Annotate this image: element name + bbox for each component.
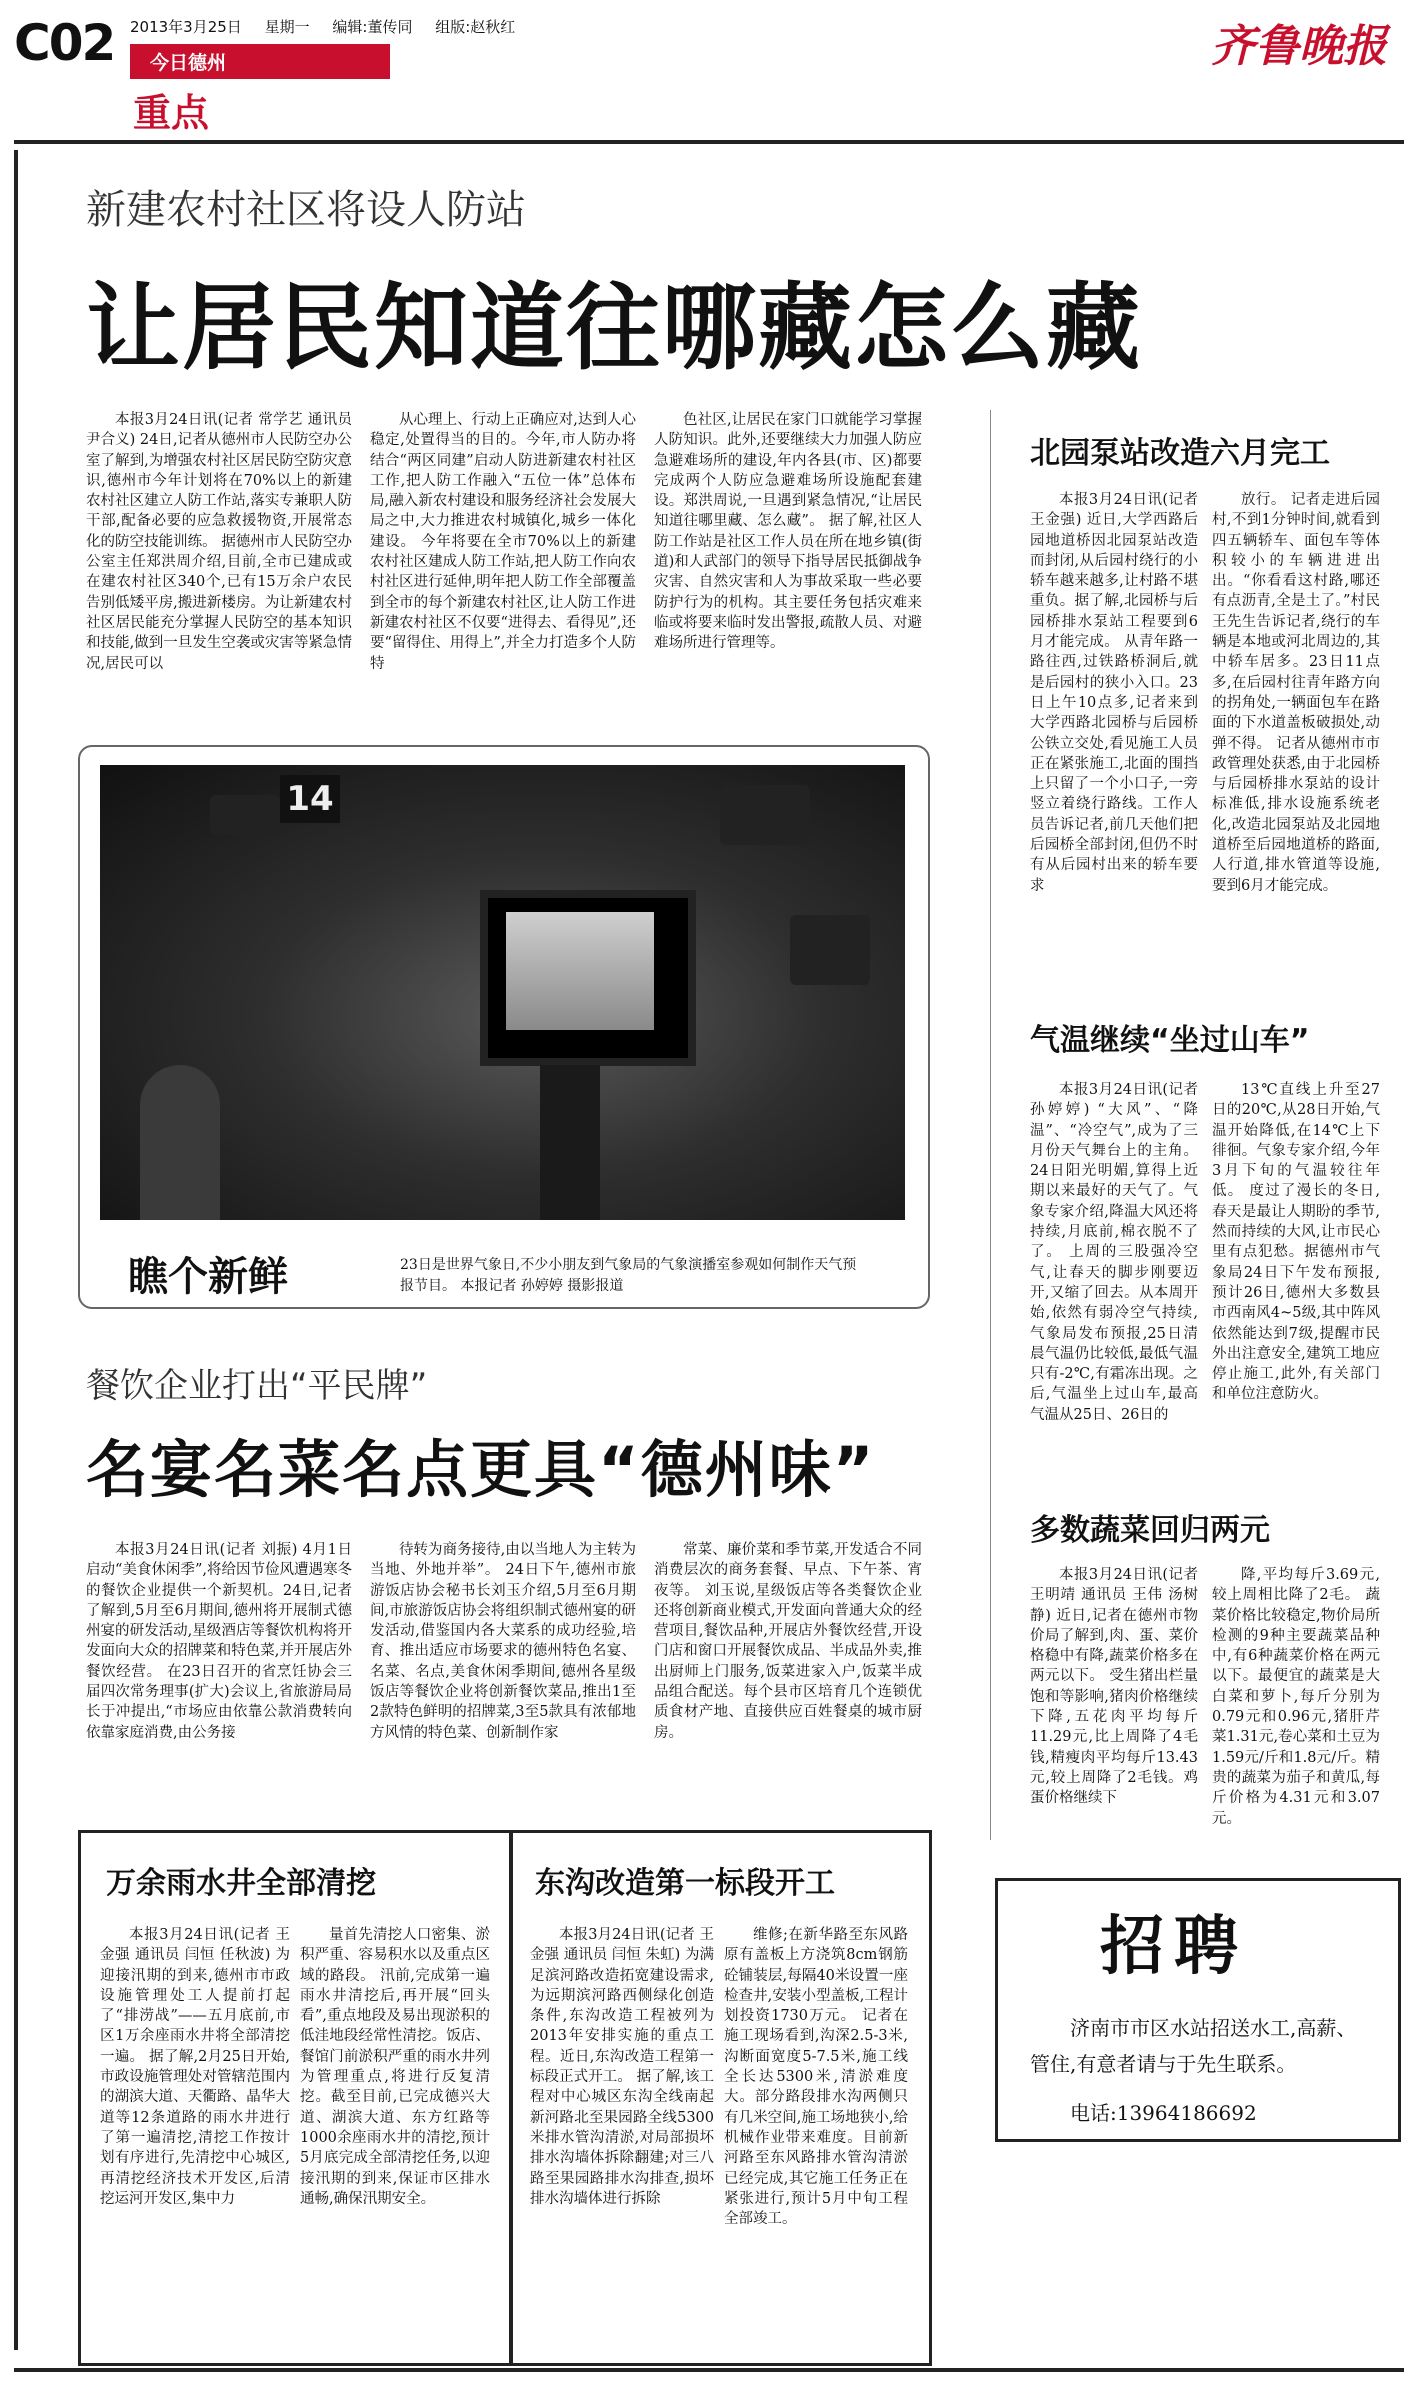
newspaper-logo: 齐鲁晚报 xyxy=(1211,21,1387,72)
column-divider xyxy=(990,410,991,1840)
rainwater-column-2: 量首先清挖人口密集、淤积严重、容易积水以及重点区域的路段。 汛前,完成第一遍雨水井清挖后,再开展“回头看”,重点地段及易出现淤积的低洼地段经常性清挖。饭店、餐馆门前淤积严重的雨水井列为管理重点,将进行反复清挖。截至目前,已完成德兴大道、湖滨大道、东方红路等1000余座雨水井的清挖,预计5月底完成全部清挖任务,以迎接汛期的到来,保证市区排水通畅,确保汛期安全。 xyxy=(300,1927,490,2207)
page-meta xyxy=(130,16,533,37)
lead-column-1: 本报3月24日讯(记者 常学艺 通讯员 尹合义) 24日,记者从德州市人民防空办公室了解到,为增强农村社区居民防空防灾意识,德州市今年计划将在70%以上的新建农村社区建立人防工作站,落实专兼职人防干部,配备必要的应急救援物资,开展常态化的防空技能训练。 据德州市人民防空办公室主任郑洪周介绍,目前,全市已建成或在建农村社区340个,已有15万余户农民告别低矮平房,搬进新楼房。为让新建农村社区居民能充分掌握人民防空的基本知识和技能,做到一旦发生空袭或灾害等紧急情况,居民可以 xyxy=(86,412,352,672)
temperature-column-2: 13℃直线上升至27日的20℃,从28日开始,气温开始降低,在14℃上下徘徊。气象专家介绍,今年3月下旬的气温较往年低。 度过了漫长的冬日,春天是最让人期盼的季节,然而持续的大风,让市民心里有点犯愁。据德州市气象局24日下午发布预报,预计26日,德州大多数县市西南风4~5级,其中阵风依然能达到7级,提醒市民外出注意安全,建筑工地应停止施工,此外,有关部门和单位注意防火。 xyxy=(1212,1082,1380,1403)
monitor-screen xyxy=(506,912,654,1030)
frame-left-rule xyxy=(14,150,18,2350)
studio-light xyxy=(210,795,280,835)
lead-column-2: 从心理上、行动上正确应对,达到人心稳定,处置得当的目的。今年,市人防办将结合“两区同建”启动人防进新建农村社区工作,把人防工作融入“五位一体”总体布局,融入新农村建设和服务经济社会发展大局之中,大力推进农村城镇化,城乡一体化建设。 今年将要在全市70%以上的新建农村社区建成人防工作站,把人防工作向农村社区进行延伸,明年把人防工作全部覆盖到全市的每个新建农村社区,让人防工作进新建农村社区不仅要“进得去、看得见”,还要“留得住、用得上”,并全力打造多个人防特 xyxy=(370,412,636,672)
ad-title: 招聘 xyxy=(1100,1910,1248,1984)
food-column-2: 待转为商务接待,由以当地人为主转为当地、外地并举”。 24日下午,德州市旅游饭店协会秘书长刘玉介绍,5月至6月期间,市旅游饭店协会将组织制式德州宴的研发活动,借鉴国内各大菜系的成功经验,培育、推出适应市场要求的德州特色名宴、名菜、名点,美食休闲季期间,德州各星级饭店等餐饮企业将创新餐饮菜品,推出1至2款特色鲜明的招牌菜,3至5款具有浓郁地方风情的特色菜、创新制作家 xyxy=(370,1542,636,1741)
section-tag: 重点 xyxy=(133,91,210,135)
studio-light xyxy=(720,785,810,845)
rainwater-title: 万余雨水井全部清挖 xyxy=(106,1866,376,1901)
ditch-column-2: 维修;在新华路至东风路原有盖板上方浇筑8cm钢筋砼铺装层,每隔40米设置一座检查井,安装小型盖板,工程计划投资1730万元。 记者在施工现场看到,沟深2.5-3米,沟断面宽度5-7.5米,施工线全长达5300米,清淤难度大。部分路段排水沟两侧只有几米空间,施工场地狭小,给机械作业带来难度。目前新河路至东风路排水管沟清淤已经完成,其它施工任务正在紧张进行,预计5月中旬工程全部竣工。 xyxy=(724,1927,908,2228)
frame-bottom-rule xyxy=(14,2368,1404,2372)
page-date: 2013年3月25日 xyxy=(130,18,242,36)
page-code: C02 xyxy=(14,14,115,72)
temperature-title: 气温继续“坐过山车” xyxy=(1030,1023,1310,1058)
studio-light xyxy=(790,915,870,985)
section-banner: 今日德州 xyxy=(130,44,390,79)
photo-caption: 23日是世界气象日,不少小朋友到气象局的气象演播室参观如何制作天气预报节目。 本报记者 孙婷婷 摄影报道 xyxy=(400,1257,857,1294)
food-headline: 名宴名菜名点更具“德州味” xyxy=(86,1433,876,1506)
vegetable-column-1: 本报3月24日讯(记者 王明靖 通讯员 王伟 汤树静) 近日,记者在德州市物价局了解到,肉、蛋、菜价格稳中有降,蔬菜价格多在两元以下。 受生猪出栏量饱和等影响,猪肉价格继续下降,五花肉平均每斤11.29元,比上周降了4毛钱,精瘦肉平均每斤13.43元,较上周降了2毛钱。鸡蛋价格继续下 xyxy=(1030,1567,1198,1807)
page-editor: 编辑:董传同 xyxy=(332,18,413,36)
vegetable-column-2: 降,平均每斤3.69元,较上周相比降了2毛。 蔬菜价格比较稳定,物价局所检测的9种主要蔬菜品种中,有6种蔬菜价格在两元以下。最便宜的蔬菜是大白菜和萝卜,每斤分别为0.79元和0.96元,猪肝芹菜1.31元,卷心菜和土豆为1.59元/斤和1.8元/斤。精贵的蔬菜为茄子和黄瓜,每斤价格为4.31元和3.07元。 xyxy=(1212,1567,1380,1827)
photo-title: 瞧个新鲜 xyxy=(128,1254,288,1300)
ad-phone: 电话:13964186692 xyxy=(1070,2101,1257,2125)
weather-studio-photo xyxy=(100,765,905,1220)
rainwater-column-1: 本报3月24日讯(记者 王金强 通讯员 闫恒 任秋波) 为迎接汛期的到来,德州市市政设施管理处工人提前打起了“排涝战”——五月底前,市区1万余座雨水井将全部清挖一遍。 据了解,2月25日开始,市政设施管理处对管辖范围内的湖滨大道、天衢路、晶华大道等12条道路的雨水井进行了第一遍清挖,清挖工作按计划有序进行,先清挖中心城区,再清挖经济技术开发区,后清挖运河开发区,集中力 xyxy=(100,1927,290,2207)
header-rule xyxy=(14,140,1404,144)
page-weekday: 星期一 xyxy=(264,18,310,36)
ditch-title: 东沟改造第一标段开工 xyxy=(535,1866,835,1901)
camera-stand xyxy=(540,1065,600,1220)
camera-monitor xyxy=(480,890,696,1066)
vegetable-title: 多数蔬菜回归两元 xyxy=(1030,1513,1270,1548)
ditch-column-1: 本报3月24日讯(记者 王金强 通讯员 闫恒 朱虹) 为满足滨河路改造拓宽建设需求,为远期滨河路西侧绿化创造条件,东沟改造工程被列为2013年安排实施的重点工程。近日,东沟改造工程第一标段正式开工。 据了解,该工程对中心城区东沟全线南起新河路北至果园路全线5300米排水管沟清淤,对局部损坏排水沟墙体拆除翻建;对三八路至果园路排水沟排查,损坏排水沟墙体进行拆除 xyxy=(530,1927,714,2207)
pump-station-title: 北园泵站改造六月完工 xyxy=(1030,436,1330,471)
food-kicker: 餐饮企业打出“平民牌” xyxy=(86,1366,428,1406)
page-layout: 组版:赵秋红 xyxy=(435,18,516,36)
pump-station-column-2: 放行。 记者走进后园村,不到1分钟时间,就看到四五辆轿车、面包车等体积较小的车辆进进出出。“你看看这村路,哪还有点沥青,全是土了。”村民王先生告诉记者,绕行的车辆是本地或河北周边的,其中轿车居多。23日11点多,在后园村往青年路方向的拐角处,一辆面包车在路面的下水道盖板破损处,动弹不得。 记者从德州市市政管理处获悉,由于北园桥与后园桥排水泵站的设计标准低,排水设施系统老化,改造北园泵站及北园地道桥至后园地道桥的路面,人行道,排水管道等设施,要到6月才能完成。 xyxy=(1212,492,1380,894)
lead-kicker: 新建农村社区将设人防站 xyxy=(86,187,526,233)
lead-headline: 让居民知道往哪藏怎么藏 xyxy=(86,274,1143,383)
person-silhouette xyxy=(140,1065,220,1220)
pump-station-column-1: 本报3月24日讯(记者 王金强) 近日,大学西路后园地道桥因北园泵站改造而封闭,从后园村绕行的小轿车越来越多,让村路不堪重负。据了解,北园桥与后园桥排水泵站工程要到6月才能完成。 从青年路一路往西,过铁路桥洞后,就是后园村的狭小入口。23日上午10点多,记者来到大学西路北园桥与后园桥公铁立交处,看见施工人员正在紧张施工,北面的围挡上只留了一个小口子,一旁竖立着绕行路线。工作人员告诉记者,前几天他们把后园桥全部封闭,但仍不时有从后园村出来的轿车要求 xyxy=(1030,492,1198,894)
food-column-1: 本报3月24日讯(记者 刘振) 4月1日启动“美食休闲季”,将给因节俭风遭遇寒冬的餐饮企业提供一个新契机。24日,记者了解到,5月至6月期间,德州将开展制式德州宴的研发活动,星级酒店等餐饮机构将开发面向大众的招牌菜和特色菜,并开展店外餐饮经营。 在23日召开的省烹饪协会三届四次常务理事(扩大)会议上,省旅游局局长于冲提出,“市场应由依靠公款消费转向依靠家庭消费,由公务接 xyxy=(86,1542,352,1741)
ad-text: 济南市市区水站招送水工,高薪、管住,有意者请与于先生联系。 xyxy=(1030,2016,1357,2076)
studio-number: 14 xyxy=(280,775,340,823)
temperature-column-1: 本报3月24日讯(记者 孙婷婷) “大风”、“降温”、“冷空气”,成为了三月份天气舞台上的主角。24日阳光明媚,算得上近期以来最好的天气了。气象专家介绍,降温大风还将持续,月底前,棉衣脱不了了。 上周的三股强冷空气,让春天的脚步刚要迈开,又缩了回去。从本周开始,依然有弱冷空气持续,气象局发布预报,25日清晨气温仍比较低,最低气温只有-2℃,有霜冻出现。之后,气温坐上过山车,最高气温从25日、26日的 xyxy=(1030,1082,1198,1423)
lead-column-3: 色社区,让居民在家门口就能学习掌握人防知识。此外,还要继续大力加强人防应急避难场所的建设,年内各县(市、区)都要完成两个人防应急避难场所设施配套建设。郑洪周说,一旦遇到紧急情况,“让居民知道往哪里藏、怎么藏”。 据了解,社区人防工作站是社区工作人员在所在地乡镇(街道)和人武部门的领导下指导居民抵御战争灾害、自然灾害和人为事故采取一些必要防护行为的机构。其主要任务包括灾难来临或将要来临时发出警报,疏散人员、对避难场所进行管理等。 xyxy=(654,412,922,652)
food-column-3: 常菜、廉价菜和季节菜,开发适合不同消费层次的商务套餐、早点、下午茶、宵夜等。 刘玉说,星级饭店等各类餐饮企业还将创新商业模式,开发面向普通大众的经营项目,餐饮品种,开展店外餐饮经营,开设门店和窗口开展餐饮成品、半成品外卖,推出厨师上门服务,饭菜进家入户,饭菜半成品组合配送。每个县市区培育几个连锁优质食材产地、直接供应百姓餐桌的城市厨房。 xyxy=(654,1542,922,1741)
